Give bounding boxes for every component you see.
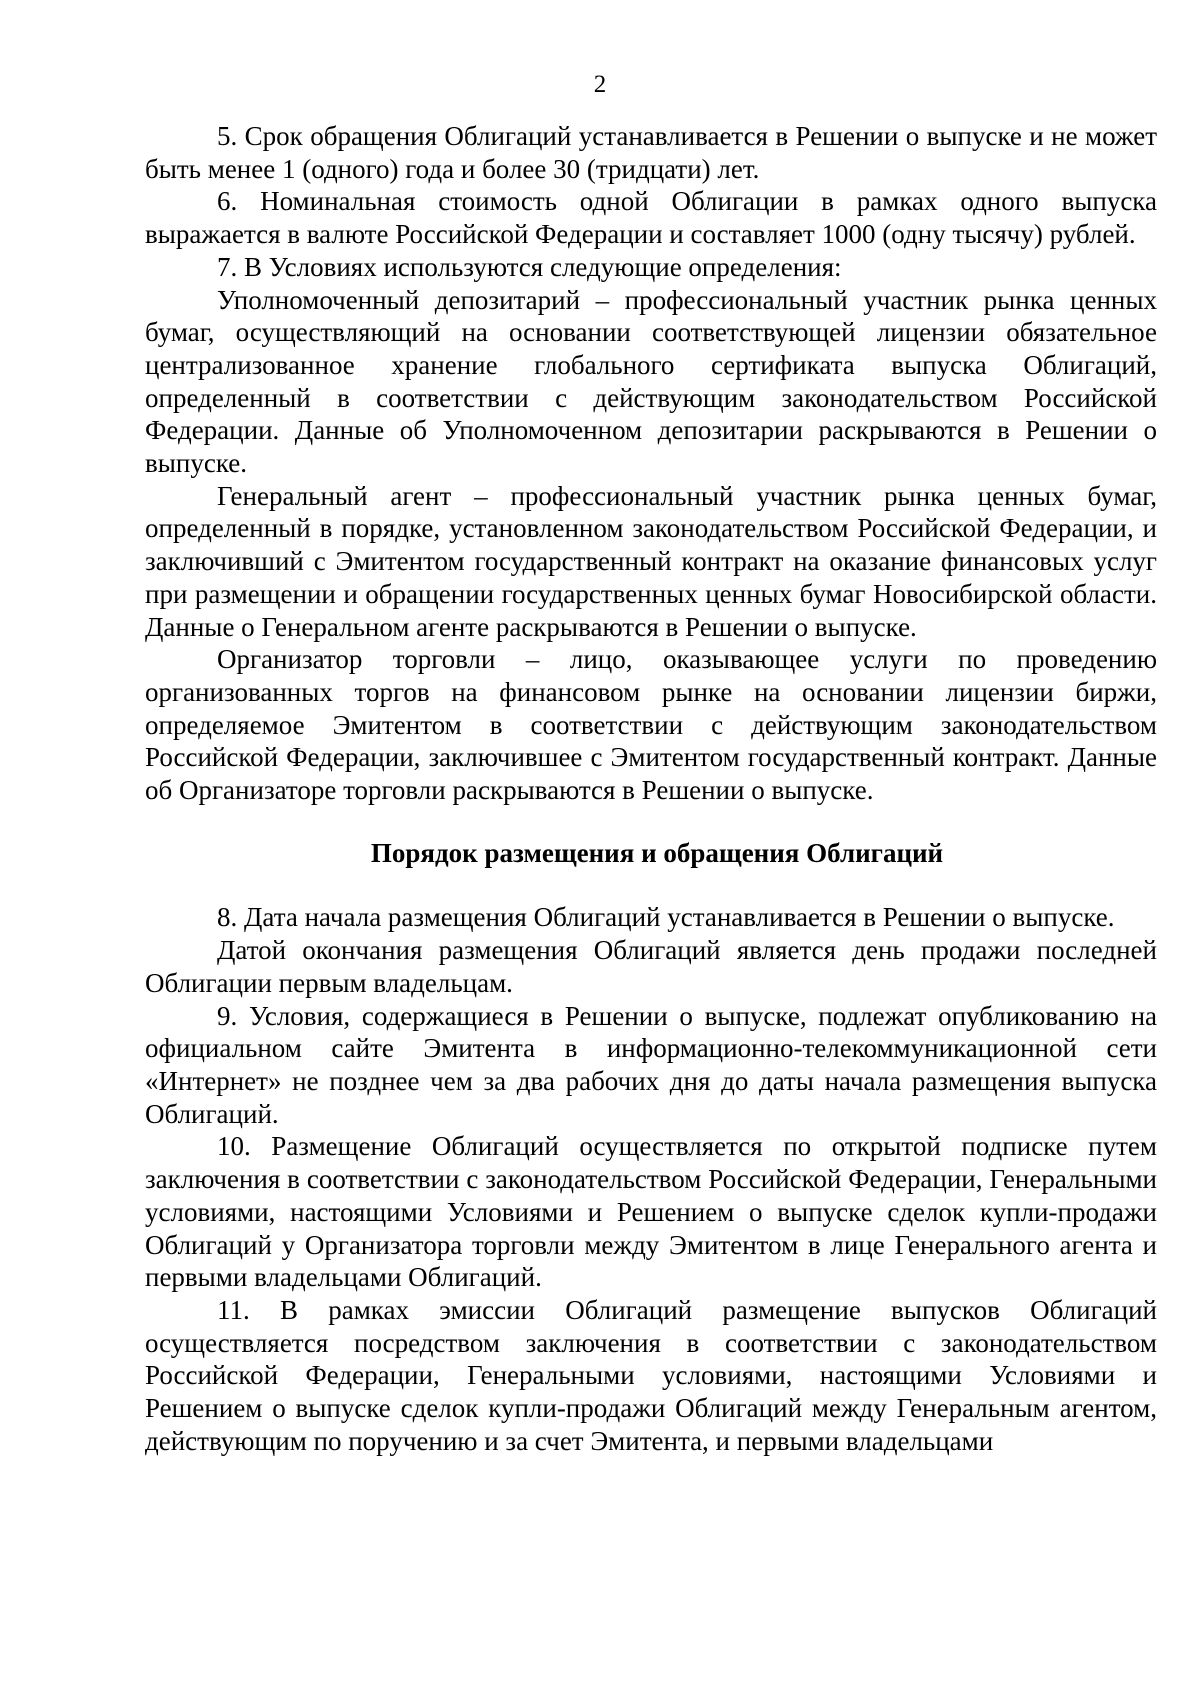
paragraph-11: 11. В рамках эмиссии Облигаций размещение выпусков Облигаций осуществляется посредством заключения в соответствии с законодательством Российской Федерации, Генеральными условиями, настоящими Условиями и Решением о выпуске сделок купли-продажи Облигаций между Генеральным агентом, действующим по поручению и за счет Эмитента, и первыми владельцами bbox=[145, 1294, 1157, 1456]
paragraph-5: 5. Срок обращения Облигаций устанавливается в Решении о выпуске и не может быть менее 1 (одного) года и более 30 (тридцати) лет. bbox=[145, 121, 1157, 184]
section-heading: Порядок размещения и обращения Облигаций bbox=[370, 837, 944, 868]
definition-trade-organizer: Организатор торговли – лицо, оказывающее услуги по проведению организованных торгов на финансовом рынке на основании лицензии биржи, определяемое Эмитентом в соответствии с действующим законодательством Российской Федерации, заключившее с Эмитентом государственный контракт. Данные об Организаторе торговли раскрываются в Решении о выпуске. bbox=[145, 644, 1157, 806]
paragraph-6: 6. Номинальная стоимость одной Облигации в рамках одного выпуска выражается в валюте Российской Федерации и составляет 1000 (одну тысячу) рублей. bbox=[145, 186, 1157, 250]
paragraph-8: 8. Дата начала размещения Облигаций устанавливается в Решении о выпуске. bbox=[217, 902, 1115, 933]
page-number: 2 bbox=[593, 71, 607, 98]
paragraph-7: 7. В Условиях используются следующие определения: bbox=[217, 251, 842, 282]
document-body bbox=[145, 120, 1157, 1457]
paragraph-9: 9. Условия, содержащиеся в Решении о выпуске, подлежат опубликованию на официальном сайте Эмитента в информационно-телекоммуникационной сети «Интернет» не позднее чем за два рабочих дня до даты начала размещения выпуска Облигаций. bbox=[145, 1000, 1157, 1129]
paragraph-placement-end: Датой окончания размещения Облигаций является день продажи последней Облигации первым владельцам. bbox=[145, 935, 1157, 998]
definition-authorized-depository: Уполномоченный депозитарий – профессиональный участник рынка ценных бумаг, осуществляющий на основании соответствующей лицензии обязательное централизованное хранение глобального сертификата выпуска Облигаций, определенный в соответствии с действующим законодательством Российской Федерации. Данные об Уполномоченном депозитарии раскрываются в Решении о выпуске. bbox=[145, 284, 1157, 479]
definition-general-agent: Генеральный агент – профессиональный участник рынка ценных бумаг, определенный в порядке, установленном законодательством Российской Федерации, и заключивший с Эмитентом государственный контракт на оказание финансовых услуг при размещении и обращении государственных ценных бумаг Новосибирской области. Данные о Генеральном агенте раскрываются в Решении о выпуске. bbox=[145, 480, 1157, 642]
paragraph-10: 10. Размещение Облигаций осуществляется по открытой подписке путем заключения в соответствии с законодательством Российской Федерации, Генеральными условиями, настоящими Условиями и Решением о выпуске сделок купли-продажи Облигаций у Организатора торговли между Эмитентом в лице Генерального агента и первыми владельцами Облигаций. bbox=[145, 1131, 1157, 1293]
